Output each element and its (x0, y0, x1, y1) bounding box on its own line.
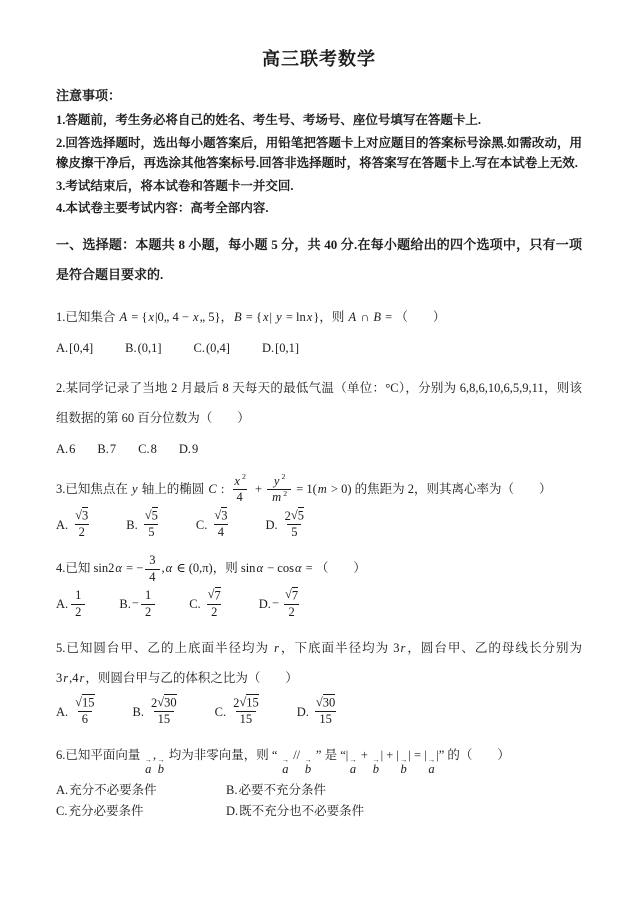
question-1-option-B (125, 335, 161, 361)
option-content: [0,4] (69, 340, 94, 355)
option-label: C. (214, 704, 227, 719)
question-2-options (56, 436, 582, 462)
option-content: [0,1] (275, 340, 300, 355)
section-heading: 一、选择题：本题共 8 小题，每小题 5 分，共 40 分.在每小题给出的四个选项中，只有一项是符合题目要求的. (56, 236, 582, 282)
option-label: A. (56, 441, 69, 456)
option-content: 9 (192, 441, 199, 456)
option-label: B. (97, 441, 109, 456)
option-label: B. (125, 340, 137, 355)
option-label: C. (56, 803, 68, 818)
question-3-option-B (126, 509, 164, 541)
question-3-option-C (196, 509, 234, 541)
question-6-options (56, 781, 364, 821)
option-content: (0,1] (137, 340, 162, 355)
notice-item-3: 3.考试结束后，将本试卷和答题卡一并交回. (56, 178, 294, 193)
question-3-stem: 3.已知焦点在 y 轴上的椭圆 C : $\frac{x ^2}{4}$ + $\frac{y ^2}{m ^2}$ = 1(m > 0) 的焦距为 2，则其离心率为（ ） (56, 472, 552, 505)
question-4 (56, 553, 582, 621)
notice-item-2: 2.回答选择题时，选出每小题答案后，用铅笔把答题卡上对应题目的答案标号涂黑.如需改动，用橡皮擦干净后，再选涂其他答案标号.回答非选择题时，将答案写在答题卡上.写在本试卷上无效. (56, 135, 582, 170)
option-content: $\frac{√3}{2}$ (75, 507, 89, 540)
page-title: 高三联考数学 (262, 49, 376, 69)
question-5-option-B (133, 696, 183, 728)
notice-item-1: 1.答题前，考生务必将自己的姓名、考生号、考场号、座位号填写在答题卡上. (56, 113, 482, 127)
option-content: $\frac{2√30}{15}$ (151, 694, 177, 727)
option-label: D. (178, 441, 191, 456)
question-4-option-C (189, 588, 227, 620)
question-2-option-B (97, 436, 116, 462)
option-content: − $\frac{1}{2}$ (132, 588, 157, 620)
question-5 (56, 633, 582, 728)
option-content: 8 (150, 441, 157, 456)
question-1-options (56, 335, 582, 361)
question-4-option-D (259, 588, 304, 620)
option-content: $\frac{√7}{2}$ (207, 587, 221, 619)
question-3-options (56, 509, 582, 541)
question-4-option-B (119, 588, 157, 620)
question-6-option-D (226, 802, 364, 821)
option-content: $\frac{2√5}{5}$ (284, 507, 304, 540)
option-label: B. (119, 597, 131, 612)
question-5-stem: 5.已知圆台甲、乙的上底面半径均为 r，下底面半径均为 3r，圆台甲、乙的母线长分别为 3r,4r，则圆台甲与乙的体积之比为（ ） (56, 640, 582, 685)
option-content: 既不充分也不必要条件 (239, 803, 365, 818)
option-content: (0,4] (206, 340, 230, 355)
question-4-options (56, 588, 582, 620)
option-label: A. (56, 340, 69, 355)
notice-heading: 注意事项： (56, 88, 122, 103)
question-2-stem: 2.某同学记录了当地 2 月最后 8 天每天的最低气温（单位：°C），分别为 6,8,6,10,6,5,9,11，则该组数据的第 60 百分位数为（ ） (56, 380, 582, 425)
option-content: 充分不必要条件 (69, 782, 157, 797)
notice-list (56, 110, 582, 219)
question-6 (56, 740, 582, 821)
option-content: $\frac{√3}{4}$ (214, 507, 228, 540)
option-content: 6 (69, 441, 76, 456)
question-1-stem: 1.已知集合 A = {x|0„ 4 − x„ 5}，B = {x| y = lnx}，则 A ∩ B = （ ） (56, 309, 446, 324)
question-6-option-B (226, 781, 364, 800)
question-3-option-A (56, 509, 94, 541)
option-content: $\frac{2√15}{15}$ (233, 694, 259, 727)
option-label: B. (132, 704, 144, 719)
option-content: 充分必要条件 (68, 803, 144, 818)
question-2-option-A (56, 436, 75, 462)
question-2-option-D (179, 436, 198, 462)
option-label: B. (226, 782, 238, 797)
option-label: B. (126, 517, 138, 532)
option-content: $\frac{1}{2}$ (69, 588, 87, 620)
question-3 (56, 474, 582, 542)
question-6-option-C (56, 802, 226, 821)
questions (56, 302, 582, 821)
option-label: A. (56, 782, 69, 797)
question-2-option-C (138, 436, 157, 462)
option-content: $\frac{√15}{6}$ (75, 694, 95, 727)
question-5-option-D (297, 696, 342, 728)
option-content: $\frac{√5}{5}$ (144, 507, 158, 540)
question-6-stem: 6.已知平面向量 → a , → b 均为非零向量，则 “ → a // → b ” 是 “| → a + → b | + | → b | = | → a |” 的（ ） (56, 740, 582, 776)
option-label: C. (193, 340, 205, 355)
option-label: C. (189, 597, 201, 612)
option-content: $\frac{√30}{15}$ (315, 694, 336, 727)
question-2 (56, 373, 582, 462)
option-label: D. (265, 517, 278, 532)
question-4-option-A (56, 588, 87, 620)
question-1-option-C (194, 335, 230, 361)
question-5-option-C (215, 696, 265, 728)
question-1-option-D (262, 335, 299, 361)
question-4-stem: 4.已知 sin2α = − $\frac{3}{4}$ ,α ∈ (0,π)，则 sinα − cosα = （ ） (56, 553, 366, 584)
question-5-option-A (56, 696, 101, 728)
option-content: − $\frac{√7}{2}$ (271, 587, 299, 619)
option-label: C. (195, 517, 208, 532)
notice-item-4: 4.本试卷主要考试内容：高考全部内容. (56, 201, 269, 215)
option-content: 必要不充分条件 (238, 782, 326, 797)
option-label: D. (226, 803, 239, 818)
question-1-option-A (56, 335, 93, 361)
question-5-options (56, 696, 582, 728)
option-label: C. (138, 441, 150, 456)
question-1 (56, 302, 582, 361)
option-label: D. (296, 704, 309, 719)
option-label: D. (261, 340, 275, 355)
option-label: A. (56, 517, 69, 532)
option-label: D. (258, 597, 271, 612)
option-content: 7 (109, 441, 117, 456)
question-6-option-A (56, 781, 226, 800)
question-3-option-D (265, 509, 310, 541)
option-label: A. (56, 704, 69, 719)
option-label: A. (56, 597, 69, 612)
